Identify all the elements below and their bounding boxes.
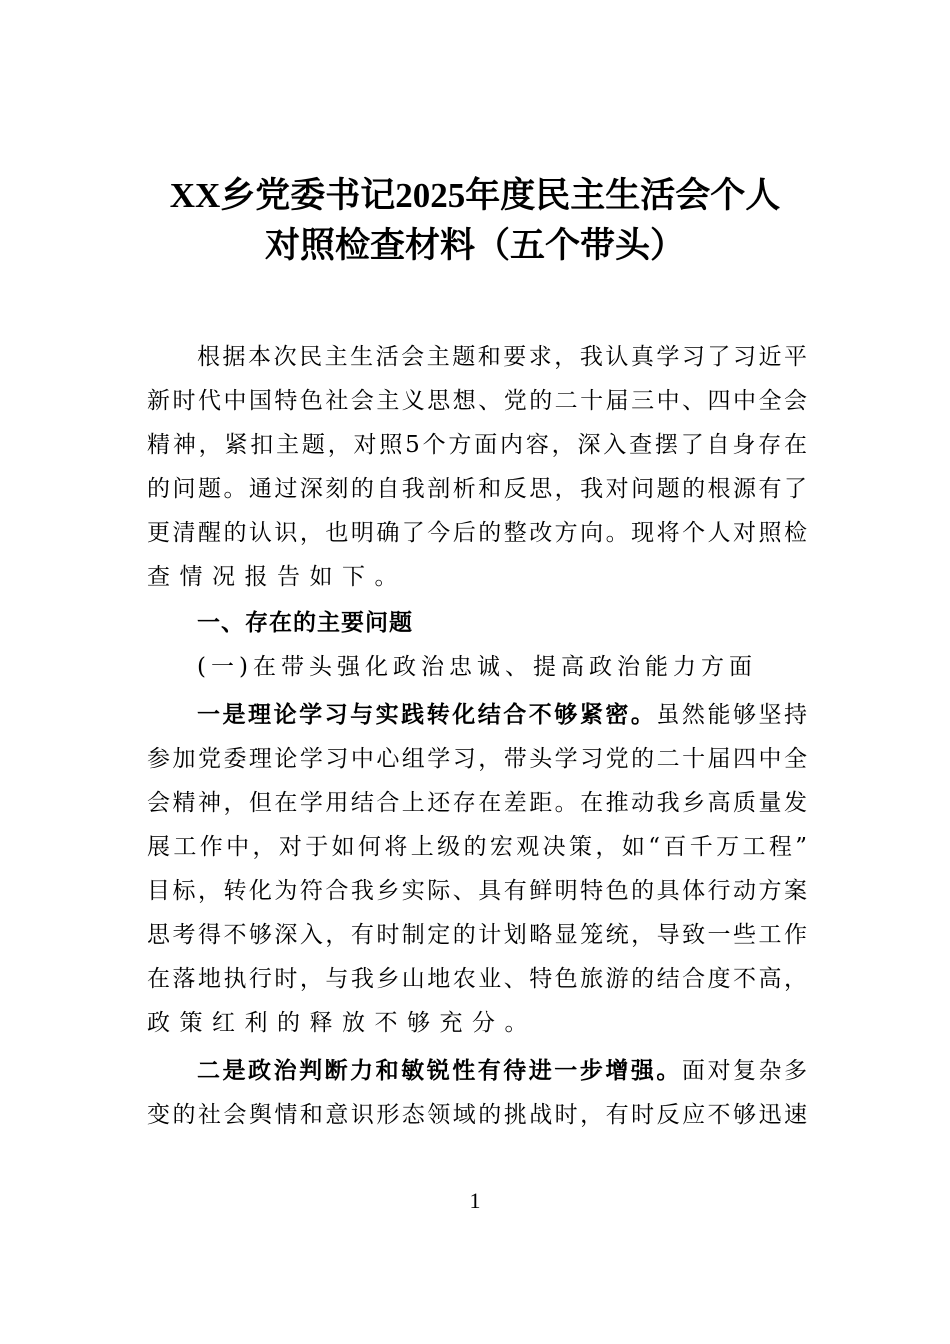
text-line: 精神，紧扣主题，对照5个方面内容，深入查摆了自身存在	[147, 432, 807, 458]
point-1-paragraph	[147, 693, 807, 1045]
text-line: 查情况报告如下。	[147, 564, 407, 590]
point-2-paragraph	[147, 1049, 807, 1137]
point-2-heading: 二是政治判断力和敏锐性有待进一步增强。	[197, 1057, 682, 1084]
text-line: 根据本次民主生活会主题和要求，我认真学习了习近平	[197, 344, 807, 370]
text-line: 更清醒的认识，也明确了今后的整改方向。现将个人对照检	[147, 520, 807, 546]
text-line: 思考得不够深入，有时制定的计划略显笼统，导致一些工作	[147, 922, 807, 948]
page-number: 1	[469, 1188, 481, 1213]
text-line: 政策红利的释放不够充分。	[147, 1010, 537, 1036]
text-span: 面对复杂多	[681, 1058, 808, 1084]
text-line: 参加党委理论学习中心组学习，带头学习党的二十届四中全	[147, 746, 807, 772]
document-title-line-1: XX乡党委书记2025年度民主生活会个人	[169, 176, 781, 215]
text-span: 虽然能够坚持	[656, 702, 808, 728]
intro-paragraph	[147, 335, 807, 599]
document-body	[147, 335, 807, 1137]
point-1-heading: 一是理论学习与实践转化结合不够紧密。	[197, 701, 657, 728]
text-line: 展工作中，对于如何将上级的宏观决策，如“百千万工程”	[147, 834, 807, 860]
text-line	[147, 693, 807, 737]
document-title-line-2: 对照检查材料（五个带头）	[264, 226, 685, 265]
subsection-heading: (一)在带头强化政治忠诚、提高政治能力方面	[197, 654, 757, 680]
text-line: 目标，转化为符合我乡实际、具有鲜明特色的具体行动方案	[147, 878, 807, 904]
text-line	[147, 1049, 807, 1093]
text-line: 会精神，但在学用结合上还存在差距。在推动我乡高质量发	[147, 790, 807, 816]
text-line: 在落地执行时，与我乡山地农业、特色旅游的结合度不高，	[147, 966, 807, 992]
text-line: 的问题。通过深刻的自我剖析和反思，我对问题的根源有了	[147, 476, 807, 502]
section-heading: 一、存在的主要问题	[197, 609, 413, 636]
text-line: 变的社会舆情和意识形态领域的挑战时，有时反应不够迅速	[147, 1102, 807, 1128]
text-line: 新时代中国特色社会主义思想、党的二十届三中、四中全会	[147, 388, 807, 414]
